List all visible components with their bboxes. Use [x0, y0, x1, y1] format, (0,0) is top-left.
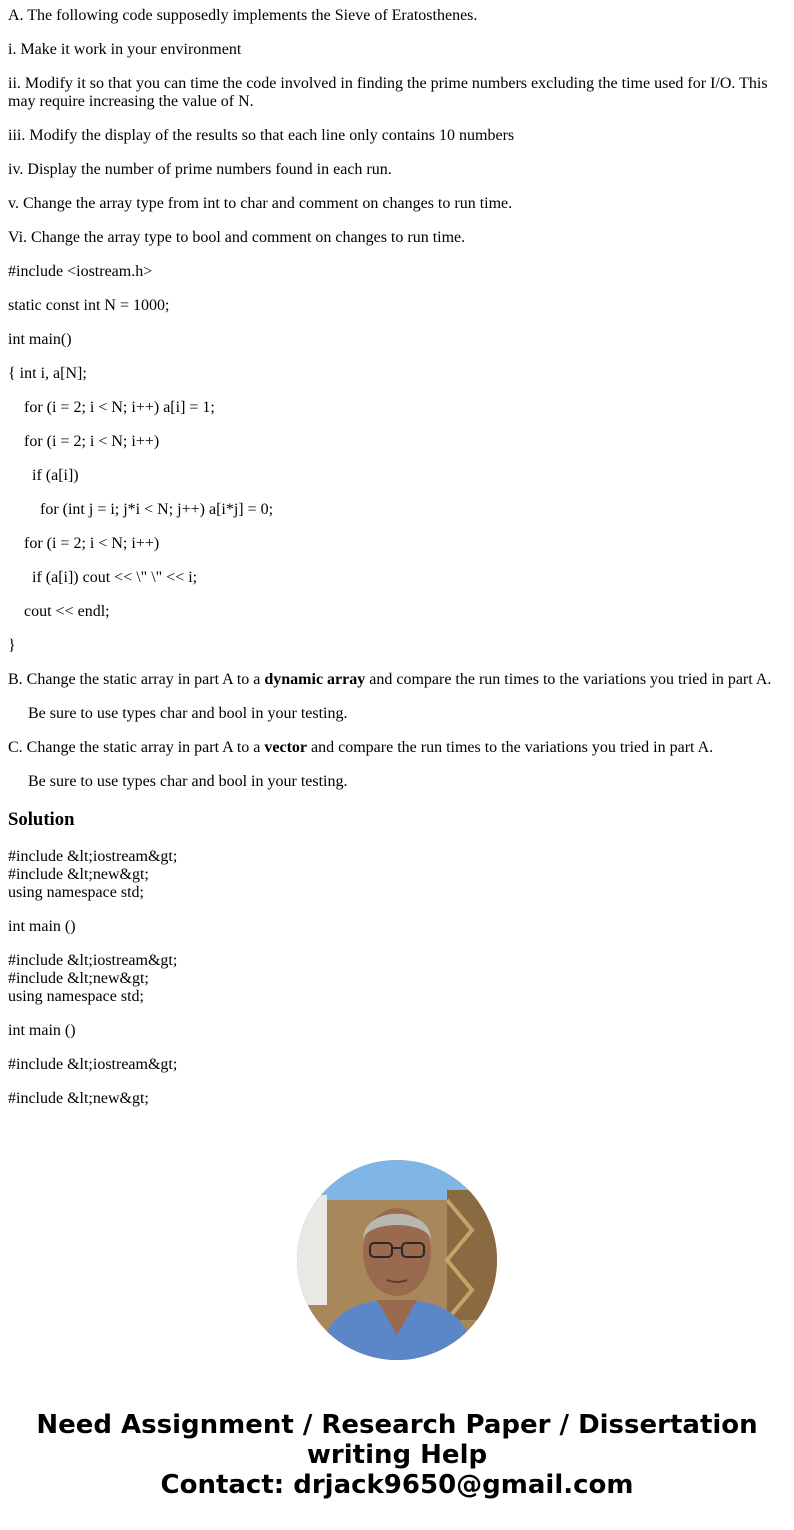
footer-advert [0, 1410, 794, 1500]
code-line-init-loop: for (i = 2; i < N; i++) a[i] = 1; [24, 399, 215, 416]
solution-main-2: int main () [8, 1022, 76, 1039]
code-line-const: static const int N = 1000; [8, 297, 170, 314]
solution-main-1: int main () [8, 918, 76, 935]
code-line-main: int main() [8, 331, 72, 348]
footer-line-1: Need Assignment / Research Paper / Dissertation [36, 1410, 758, 1440]
part-c-suffix: and compare the run times to the variations you tried in part A. [307, 739, 714, 756]
footer-line-2: writing Help [306, 1440, 488, 1470]
solution-block-1 [8, 848, 786, 902]
code-line-inner-loop: for (int j = i; j*i < N; j++) a[i*j] = 0; [40, 501, 274, 518]
question-intro: A. The following code supposedly implements the Sieve of Eratosthenes. [8, 7, 478, 24]
solution-heading: Solution [8, 809, 75, 830]
task-item-3: iii. Modify the display of the results so that each line only contains 10 numbers [8, 127, 515, 144]
document-page [0, 7, 794, 1108]
part-b-bold: dynamic array [264, 671, 366, 688]
task-item-1: i. Make it work in your environment [8, 41, 242, 58]
task-item-4: iv. Display the number of prime numbers found in each run. [8, 161, 392, 178]
solution-line: #include &lt;new&gt; [8, 970, 149, 987]
solution-line: using namespace std; [8, 884, 144, 901]
footer-contact[interactable]: Contact: drjack9650@gmail.com [160, 1470, 634, 1500]
solution-line: #include &lt;iostream&gt; [8, 952, 178, 969]
solution-line: #include &lt;new&gt; [8, 866, 149, 883]
solution-block-2 [8, 952, 786, 1006]
code-line-close: } [8, 637, 16, 654]
photo-window [297, 1195, 327, 1305]
code-line-print-loop: for (i = 2; i < N; i++) [24, 535, 160, 552]
solution-line: using namespace std; [8, 988, 144, 1005]
solution-include-iostream: #include &lt;iostream&gt; [8, 1056, 178, 1073]
part-c-text [8, 739, 786, 757]
code-line-include: #include <iostream.h> [8, 263, 153, 280]
part-c-bold: vector [264, 739, 308, 756]
code-line-endl: cout << endl; [24, 603, 110, 620]
tutor-photo [297, 1160, 497, 1360]
code-line-if: if (a[i]) [32, 467, 79, 484]
task-item-6: Vi. Change the array type to bool and comment on changes to run time. [8, 229, 466, 246]
part-b-text [8, 671, 786, 689]
part-b-prefix: B. Change the static array in part A to a [8, 671, 265, 688]
solution-include-new: #include &lt;new&gt; [8, 1090, 149, 1107]
solution-line: #include &lt;iostream&gt; [8, 848, 178, 865]
part-c-note: Be sure to use types char and bool in your testing. [28, 773, 348, 790]
part-b-note: Be sure to use types char and bool in your testing. [28, 705, 348, 722]
task-item-5: v. Change the array type from int to char and comment on changes to run time. [8, 195, 513, 212]
tutor-avatar [297, 1160, 497, 1360]
code-line-sieve-loop: for (i = 2; i < N; i++) [24, 433, 160, 450]
task-item-2: ii. Modify it so that you can time the code involved in finding the prime numbers excluding the time used for I/O. This may require increasing the value of N. [8, 75, 768, 110]
part-b-suffix: and compare the run times to the variations you tried in part A. [365, 671, 772, 688]
code-line-decl: { int i, a[N]; [8, 365, 87, 382]
part-c-prefix: C. Change the static array in part A to a [8, 739, 265, 756]
code-line-print-if: if (a[i]) cout << \" \" << i; [32, 569, 198, 586]
